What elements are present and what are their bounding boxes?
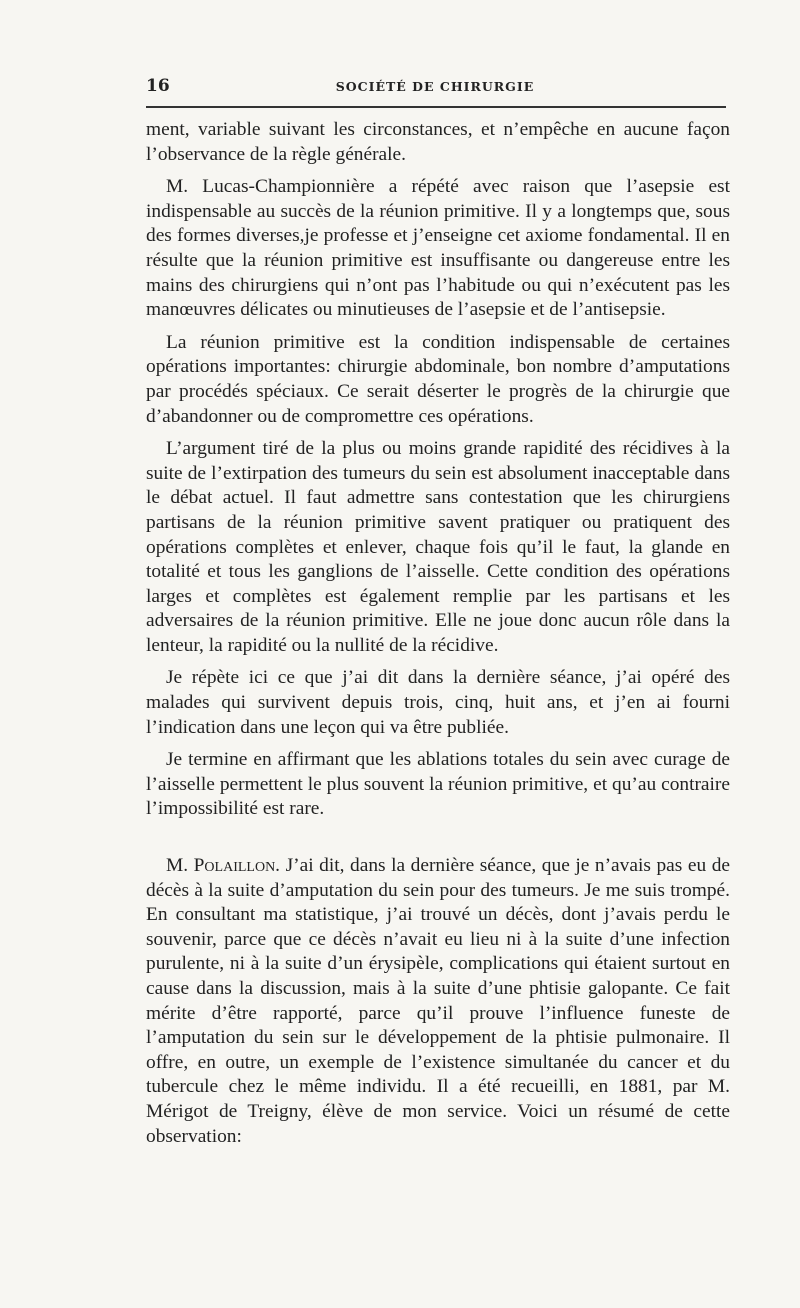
- body-text: [146, 118, 730, 1157]
- speech-text: J’ai dit, dans la dernière séance, que je n’avais pas eu de décès à la suite d’amputation du sein pour des tumeurs. Je me suis trompé. En consultant ma statistique, j’ai trouvé un décès, dont j’avais perdu le souvenir, parce que ce décès n’avait eu lieu ni à la suite d’une infection purulente, ni à la suite d’un érysipèle, complications qui étaient surtout en cause dans la discussion, mais à la suite d’une phtisie galopante. Ce fait mérite d’être rapporté, parce qu’il prouve l’influence funeste de l’amputation du sein sur le développement de la phtisie pulmonaire. Il offre, en outre, un exemple de l’existence simultanée du cancer et du tubercule chez le même individu. Il a été recueilli, en 1881, par M. Mérigot de Treigny, élève de mon service. Voici un résumé de cette observation:: [146, 855, 731, 1147]
- page-header: [146, 74, 724, 100]
- paragraph: La réunion primitive est la condition indispensable de certaines opérations importantes: chirurgie abdominale, bon nombre d’amputations par procédés spéciaux. Ce serait déserter le progrès de la chirurgie que d’abandonner ou de compromettre ces opérations.: [146, 331, 730, 427]
- speaker-name: M. Polaillon.: [166, 855, 281, 877]
- paragraph: Je répète ici ce que j’ai dit dans la dernière séance, j’ai opéré des malades qui survivent depuis trois, cinq, huit ans, et j’en ai fourni l’indication dans une leçon qui va être publiée.: [146, 667, 730, 738]
- speech-paragraph: [146, 854, 730, 1149]
- header-rule: [146, 106, 726, 108]
- paragraph: L’argument tiré de la plus ou moins grande rapidité des récidives à la suite de l’extirpation des tumeurs du sein est absolument inacceptable dans le débat actuel. Il faut admettre sans contestation que les chirurgiens partisans de la réunion primitive savent pratiquer ou pratiquent des opérations complètes et enlever, chaque fois qu’il le faut, la glande en totalité et tous les ganglions de l’aisselle. Cette condition des opérations larges et complètes est également remplie par les partisans et les adversaires de la réunion primitive. Elle ne joue donc aucun rôle dans la lenteur, la rapidité ou la nullité de la récidive.: [146, 438, 730, 656]
- paragraph: ment, variable suivant les circonstances, et n’empêche en aucune façon l’observance de la règle générale.: [146, 119, 730, 165]
- paragraph: Je termine en affirmant que les ablations totales du sein avec curage de l’aisselle permettent le plus souvent la réunion primitive, et qu’au contraire l’impossibilité est rare.: [146, 749, 730, 820]
- running-title: SOCIÉTÉ DE CHIRURGIE: [335, 79, 535, 94]
- page-number: 16: [146, 76, 170, 96]
- paragraph: M. Lucas-Championnière a répété avec raison que l’asepsie est indispensable au succès de la réunion primitive. Il y a longtemps que, sous des formes diverses,je professe et j’enseigne cet axiome fondamental. Il en résulte que la réunion primitive est insuffisante ou dangereuse entre les mains des chirurgiens qui n’ont pas l’habitude ou qui n’exécutent pas les manœuvres délicates ou minutieuses de l’asepsie et de l’antisepsie.: [146, 176, 730, 321]
